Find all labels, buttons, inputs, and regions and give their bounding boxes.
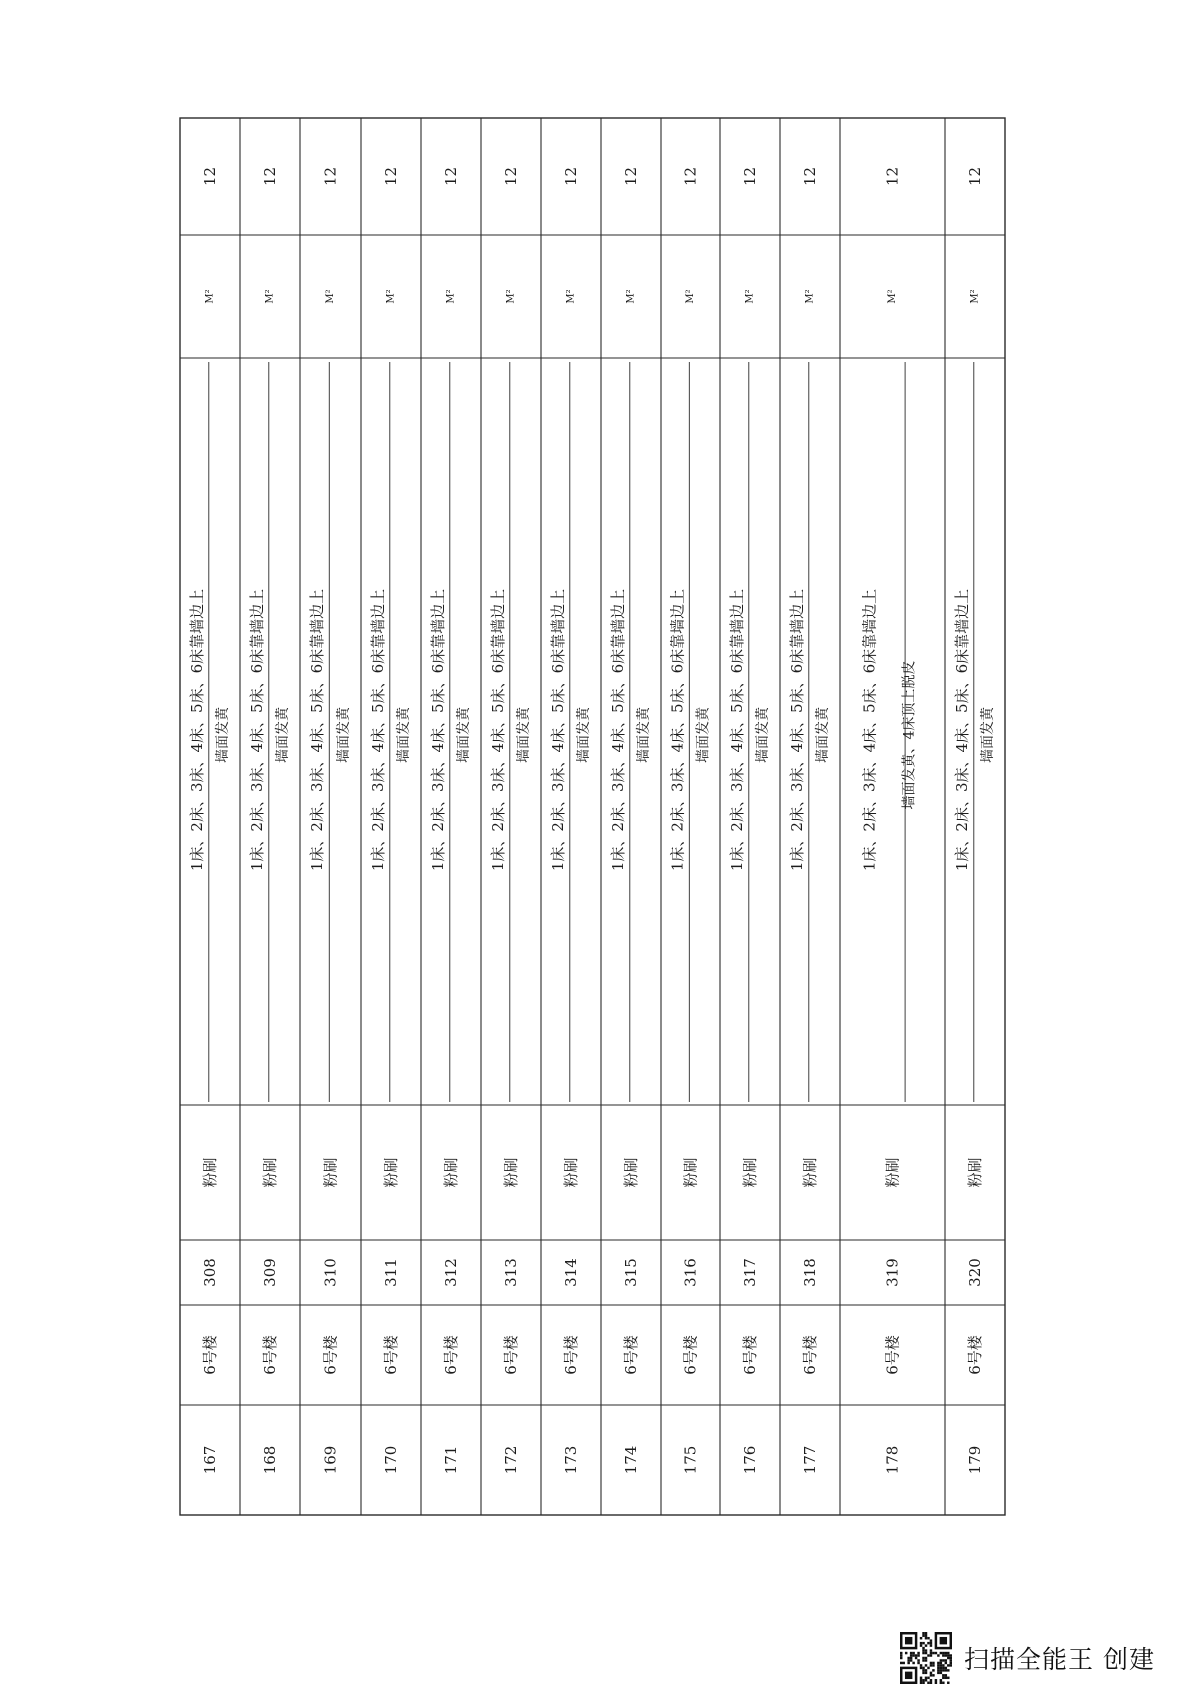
description-line1: 1床、2床、3床、4床、5床、6床靠墙边上 (952, 588, 971, 872)
quantity-cell: 12 (622, 166, 640, 187)
quantity-cell: 12 (883, 166, 902, 187)
building-cell: 6号楼 (261, 1335, 279, 1375)
item-cell: 粉刷 (382, 1157, 400, 1188)
seq-cell: 168 (261, 1445, 279, 1475)
room-cell: 312 (442, 1258, 460, 1287)
item-cell: 粉刷 (562, 1157, 580, 1188)
seq-cell: 178 (883, 1445, 902, 1475)
scanner-watermark (900, 1630, 1180, 1686)
description-line2: 墙面发黄 (516, 707, 533, 763)
description-line2: 墙面发黄 (396, 707, 413, 763)
room-cell: 319 (883, 1258, 902, 1287)
seq-cell: 174 (622, 1445, 640, 1475)
unit-cell: M² (565, 289, 577, 304)
description-line2: 墙面发黄 (576, 707, 593, 763)
seq-cell: 173 (562, 1445, 580, 1475)
room-cell: 308 (201, 1258, 219, 1287)
room-cell: 309 (261, 1258, 279, 1287)
building-cell: 6号楼 (741, 1335, 759, 1375)
description-line1: 1床、2床、3床、4床、5床、6床靠墙边上 (548, 588, 567, 872)
building-cell: 6号楼 (883, 1335, 902, 1375)
description-line1: 1床、2床、3床、4床、5床、6床靠墙边上 (668, 588, 687, 872)
item-cell: 粉刷 (442, 1157, 460, 1188)
building-cell: 6号楼 (502, 1335, 520, 1375)
description-line1: 1床、2床、3床、4床、5床、6床靠墙边上 (247, 588, 266, 872)
room-cell: 317 (741, 1258, 759, 1287)
quantity-cell: 12 (801, 166, 819, 187)
item-cell: 粉刷 (261, 1157, 279, 1188)
description-line2: 墙面发黄 (275, 707, 292, 763)
description-line2: 墙面发黄、4床顶上脱皮 (901, 660, 918, 810)
unit-cell: M² (264, 289, 276, 304)
item-cell: 粉刷 (966, 1157, 984, 1188)
building-cell: 6号楼 (442, 1335, 460, 1375)
item-cell: 粉刷 (321, 1157, 340, 1188)
unit-cell: M² (325, 289, 336, 304)
description-line2: 墙面发黄 (335, 707, 352, 763)
item-cell: 粉刷 (622, 1157, 640, 1188)
unit-cell: M² (625, 289, 637, 304)
description-line1: 1床、2床、3床、4床、5床、6床靠墙边上 (860, 588, 879, 872)
building-cell: 6号楼 (681, 1335, 700, 1375)
unit-cell: M² (445, 289, 457, 304)
description-line1: 1床、2床、3床、4床、5床、6床靠墙边上 (608, 588, 627, 872)
description-line1: 1床、2床、3床、4床、5床、6床靠墙边上 (308, 588, 327, 872)
room-cell: 318 (801, 1258, 819, 1287)
seq-cell: 176 (741, 1445, 759, 1475)
unit-cell: M² (204, 289, 216, 304)
room-cell: 310 (321, 1258, 340, 1287)
quantity-cell: 12 (321, 166, 340, 187)
seq-cell: 170 (382, 1445, 400, 1475)
seq-cell: 167 (201, 1445, 219, 1475)
room-cell: 316 (681, 1258, 700, 1287)
unit-cell: M² (887, 289, 898, 304)
description-line2: 墙面发黄 (755, 707, 772, 763)
quantity-cell: 12 (261, 166, 279, 187)
quantity-cell: 12 (681, 166, 700, 187)
unit-cell: M² (685, 289, 696, 304)
room-cell: 320 (966, 1258, 984, 1287)
description-line1: 1床、2床、3床、4床、5床、6床靠墙边上 (368, 588, 387, 872)
seq-cell: 169 (321, 1445, 340, 1475)
item-cell: 粉刷 (883, 1157, 902, 1188)
item-cell: 粉刷 (741, 1157, 759, 1188)
unit-cell: M² (969, 289, 981, 304)
watermark-text: 扫描全能王 创建 (964, 1645, 1155, 1674)
quantity-cell: 12 (966, 166, 984, 187)
quantity-cell: 12 (741, 166, 759, 187)
item-cell: 粉刷 (201, 1157, 219, 1188)
description-line2: 墙面发黄 (215, 707, 232, 763)
item-cell: 粉刷 (801, 1157, 819, 1188)
description-line2: 墙面发黄 (815, 707, 832, 763)
unit-cell: M² (804, 289, 816, 304)
unit-cell: M² (385, 289, 397, 304)
building-cell: 6号楼 (562, 1335, 580, 1375)
description-line1: 1床、2床、3床、4床、5床、6床靠墙边上 (787, 588, 806, 872)
description-line2: 墙面发黄 (636, 707, 653, 763)
description-line1: 1床、2床、3床、4床、5床、6床靠墙边上 (488, 588, 507, 872)
building-cell: 6号楼 (966, 1335, 984, 1375)
item-cell: 粉刷 (502, 1157, 520, 1188)
seq-cell: 179 (966, 1445, 984, 1475)
description-line1: 1床、2床、3床、4床、5床、6床靠墙边上 (428, 588, 447, 872)
room-cell: 311 (382, 1258, 400, 1287)
building-cell: 6号楼 (622, 1335, 640, 1375)
description-line2: 墙面发黄 (695, 707, 712, 763)
description-line2: 墙面发黄 (456, 707, 473, 763)
room-cell: 315 (622, 1258, 640, 1287)
seq-cell: 177 (801, 1445, 819, 1475)
description-line2: 墙面发黄 (980, 706, 997, 763)
quantity-cell: 12 (502, 166, 520, 187)
qr-code-icon (900, 1632, 952, 1684)
building-cell: 6号楼 (201, 1335, 219, 1375)
unit-cell: M² (505, 289, 517, 304)
seq-cell: 172 (502, 1445, 520, 1475)
room-cell: 314 (562, 1258, 580, 1287)
description-line1: 1床、2床、3床、4床、5床、6床靠墙边上 (187, 588, 206, 872)
building-cell: 6号楼 (382, 1335, 400, 1375)
seq-cell: 175 (681, 1445, 700, 1475)
building-cell: 6号楼 (321, 1335, 340, 1375)
room-cell: 313 (502, 1258, 520, 1287)
item-cell: 粉刷 (681, 1157, 700, 1188)
building-cell: 6号楼 (801, 1335, 819, 1375)
quantity-cell: 12 (201, 166, 219, 187)
seq-cell: 171 (442, 1445, 460, 1475)
unit-cell: M² (744, 289, 756, 304)
quantity-cell: 12 (562, 166, 580, 187)
quantity-cell: 12 (382, 166, 400, 187)
quantity-cell: 12 (442, 166, 460, 187)
description-line1: 1床、2床、3床、4床、5床、6床靠墙边上 (727, 588, 746, 872)
